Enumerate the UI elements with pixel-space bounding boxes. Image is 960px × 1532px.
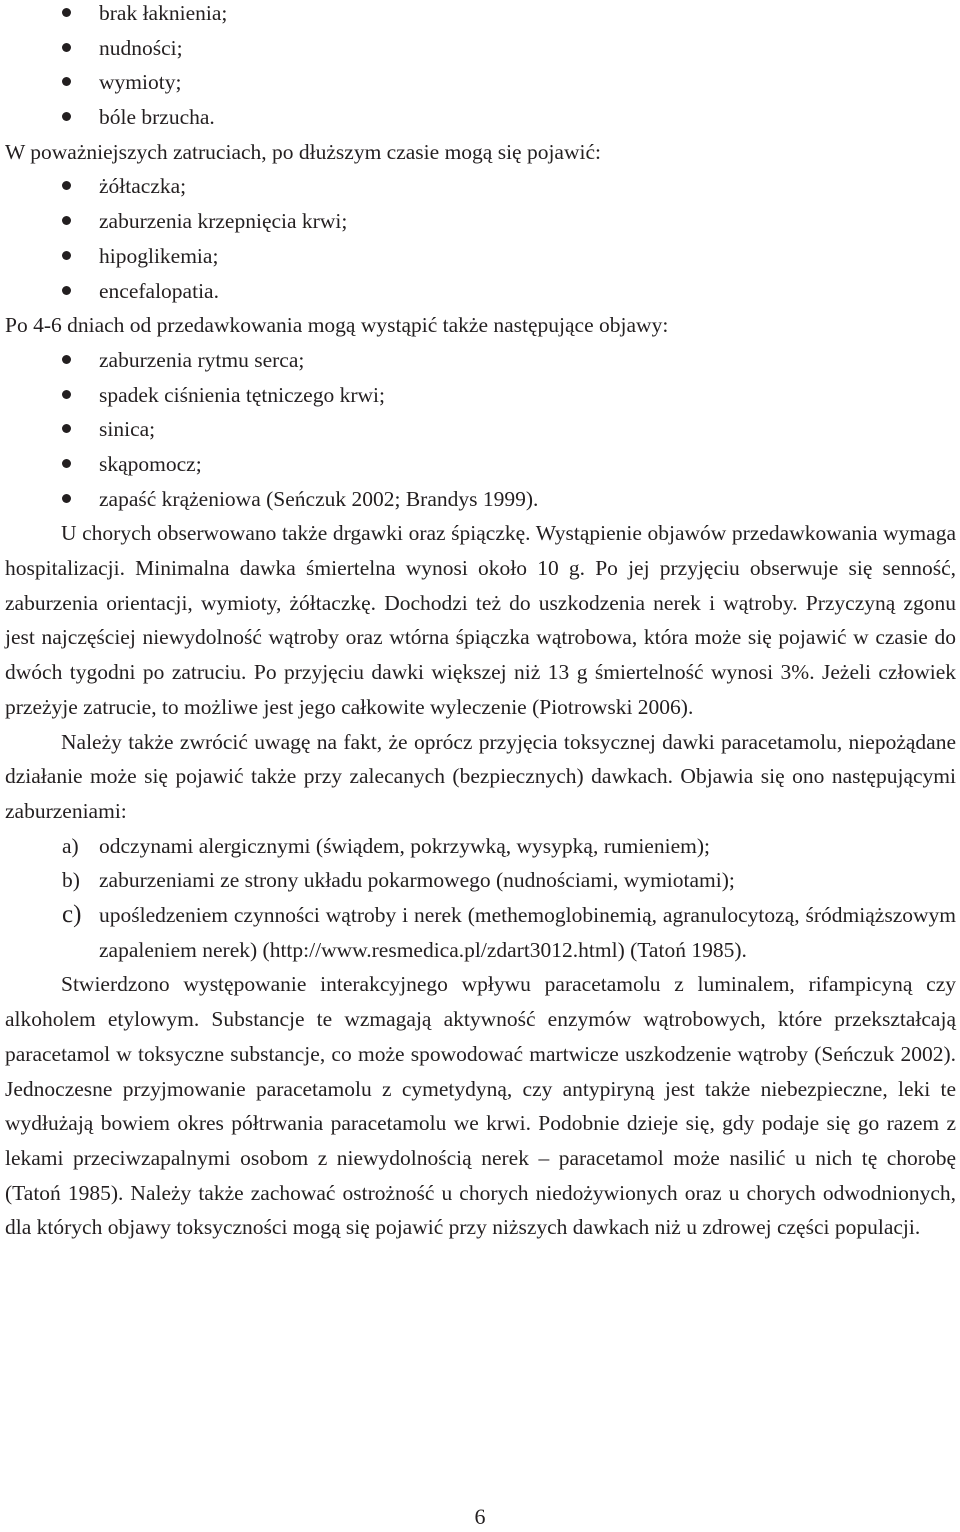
bullet-icon [62, 216, 71, 225]
bullet-icon [62, 390, 71, 399]
list-item-text: spadek ciśnienia tętniczego krwi; [99, 382, 385, 407]
symptom-list-early [5, 0, 956, 135]
bullet-icon [62, 181, 71, 190]
list-item-text: sinica; [99, 417, 156, 442]
list-item-text: hipoglikemia; [99, 243, 219, 268]
bullet-icon [62, 355, 71, 364]
list-item [5, 31, 956, 66]
bullet-icon [62, 286, 71, 295]
enum-item-text: odczynami alergicznymi (świądem, pokrzywką, wysypką, rumieniem); [99, 833, 710, 858]
symptom-list-late [5, 343, 956, 516]
list-item [5, 378, 956, 413]
bullet-icon [62, 459, 71, 468]
bullet-icon [62, 251, 71, 260]
list-item [5, 0, 956, 31]
bullet-icon [62, 424, 71, 433]
list-item-text: żółtaczka; [99, 174, 187, 199]
list-item-text: zaburzenia krzepnięcia krwi; [99, 209, 348, 234]
symptom-list-severe [5, 169, 956, 308]
enum-marker: b) [62, 868, 80, 893]
list-item [5, 412, 956, 447]
bullet-icon [62, 77, 71, 86]
list-item-text: brak łaknienia; [99, 1, 228, 25]
enum-item [5, 829, 956, 864]
enum-marker: a) [62, 833, 79, 858]
list-item [5, 204, 956, 239]
enum-item-text: zaburzeniami ze strony układu pokarmowego (nudnościami, wymiotami); [99, 868, 735, 893]
paragraph-overdose: U chorych obserwowano także drgawki oraz śpiączkę. Wystąpienie objawów przedawkowania wymaga hospitalizacji. Minimalna dawka śmiertelna wynosi około 10 g. Po jej przyjęciu obserwuje się senność, zaburzenia orientacji, wymioty, żółtaczkę. Dochodzi też do uszkodzenia nerek i wątroby. Przyczyną zgonu jest najczęściej niewydolność wątroby oraz wtórna śpiączka wątrobowa, która może się pojawić w czasie do dwóch tygodni po zatruciu. Po przyjęciu dawki większej niż 13 g śmiertelność wynosi 3%. Jeżeli człowiek przeżyje zatrucie, to możliwe jest jego całkowite wyleczenie (Piotrowski 2006). [5, 521, 956, 719]
intro-severe-poisoning: W poważniejszych zatruciach, po dłuższym czasie mogą się pojawić: [5, 139, 601, 164]
bullet-icon [62, 8, 71, 17]
list-item-text: encefalopatia. [99, 278, 219, 303]
bullet-icon [62, 43, 71, 52]
document-page [5, 0, 956, 1245]
enum-marker: c) [62, 901, 82, 929]
list-item [5, 447, 956, 482]
list-item-text: zapaść krążeniowa (Seńczuk 2002; Brandys 1999). [99, 486, 539, 511]
list-item [5, 65, 956, 100]
list-item [5, 239, 956, 274]
list-item-text: nudności; [99, 35, 183, 60]
bullet-icon [62, 112, 71, 121]
intro-late-symptoms: Po 4-6 dniach od przedawkowania mogą wystąpić także następujące objawy: [5, 313, 669, 338]
enum-item [5, 898, 956, 967]
adverse-effects-list [5, 829, 956, 968]
enum-item [5, 863, 956, 898]
enum-item-text: upośledzeniem czynności wątroby i nerek (methemoglobinemią, agranulocytozą, śródmiąższowym zapaleniem nerek) (http://www.resmedica.pl/zdart3012.html) (Tatoń 1985). [99, 903, 956, 962]
list-item [5, 274, 956, 309]
list-item-text: zaburzenia rytmu serca; [99, 347, 305, 372]
list-item-text: skąpomocz; [99, 451, 202, 476]
page-number: 6 [474, 1504, 486, 1529]
list-item [5, 169, 956, 204]
paragraph-interactions: Stwierdzono występowanie interakcyjnego wpływu paracetamolu z luminalem, rifampicyną czy alkoholem etylowym. Substancje te wzmagają aktywność enzymów wątrobowych, które przekształcają paracetamol w toksyczne substancje, co może spowodować martwicze uszkodzenie wątroby (Seńczuk 2002). Jednoczesne przyjmowanie paracetamolu z cymetydyną, czy antypiryną jest także niebezpieczne, leki te wydłużają bowiem okres półtrwania paracetamolu we krwi. Podobnie dzieje się, gdy podaje się go razem z lekami przeciwzapalnymi osobom z niewydolnością nerek – paracetamol może nasilić u nich tę chorobę (Tatoń 1985). Należy także zachować ostrożność u chorych niedożywionych oraz u chorych odwodnionych, dla których objawy toksyczności mogą się pojawić przy niższych dawkach niż u zdrowej części populacji. [5, 972, 956, 1240]
paragraph-adverse-effects: Należy także zwrócić uwagę na fakt, że oprócz przyjęcia toksycznej dawki paracetamolu, niepożądane działanie może się pojawić także przy zalecanych (bezpiecznych) dawkach. Objawia się ono następującymi zaburzeniami: [5, 729, 956, 823]
list-item [5, 482, 956, 517]
list-item [5, 100, 956, 135]
list-item [5, 343, 956, 378]
list-item-text: wymioty; [99, 70, 182, 95]
bullet-icon [62, 494, 71, 503]
list-item-text: bóle brzucha. [99, 105, 215, 130]
